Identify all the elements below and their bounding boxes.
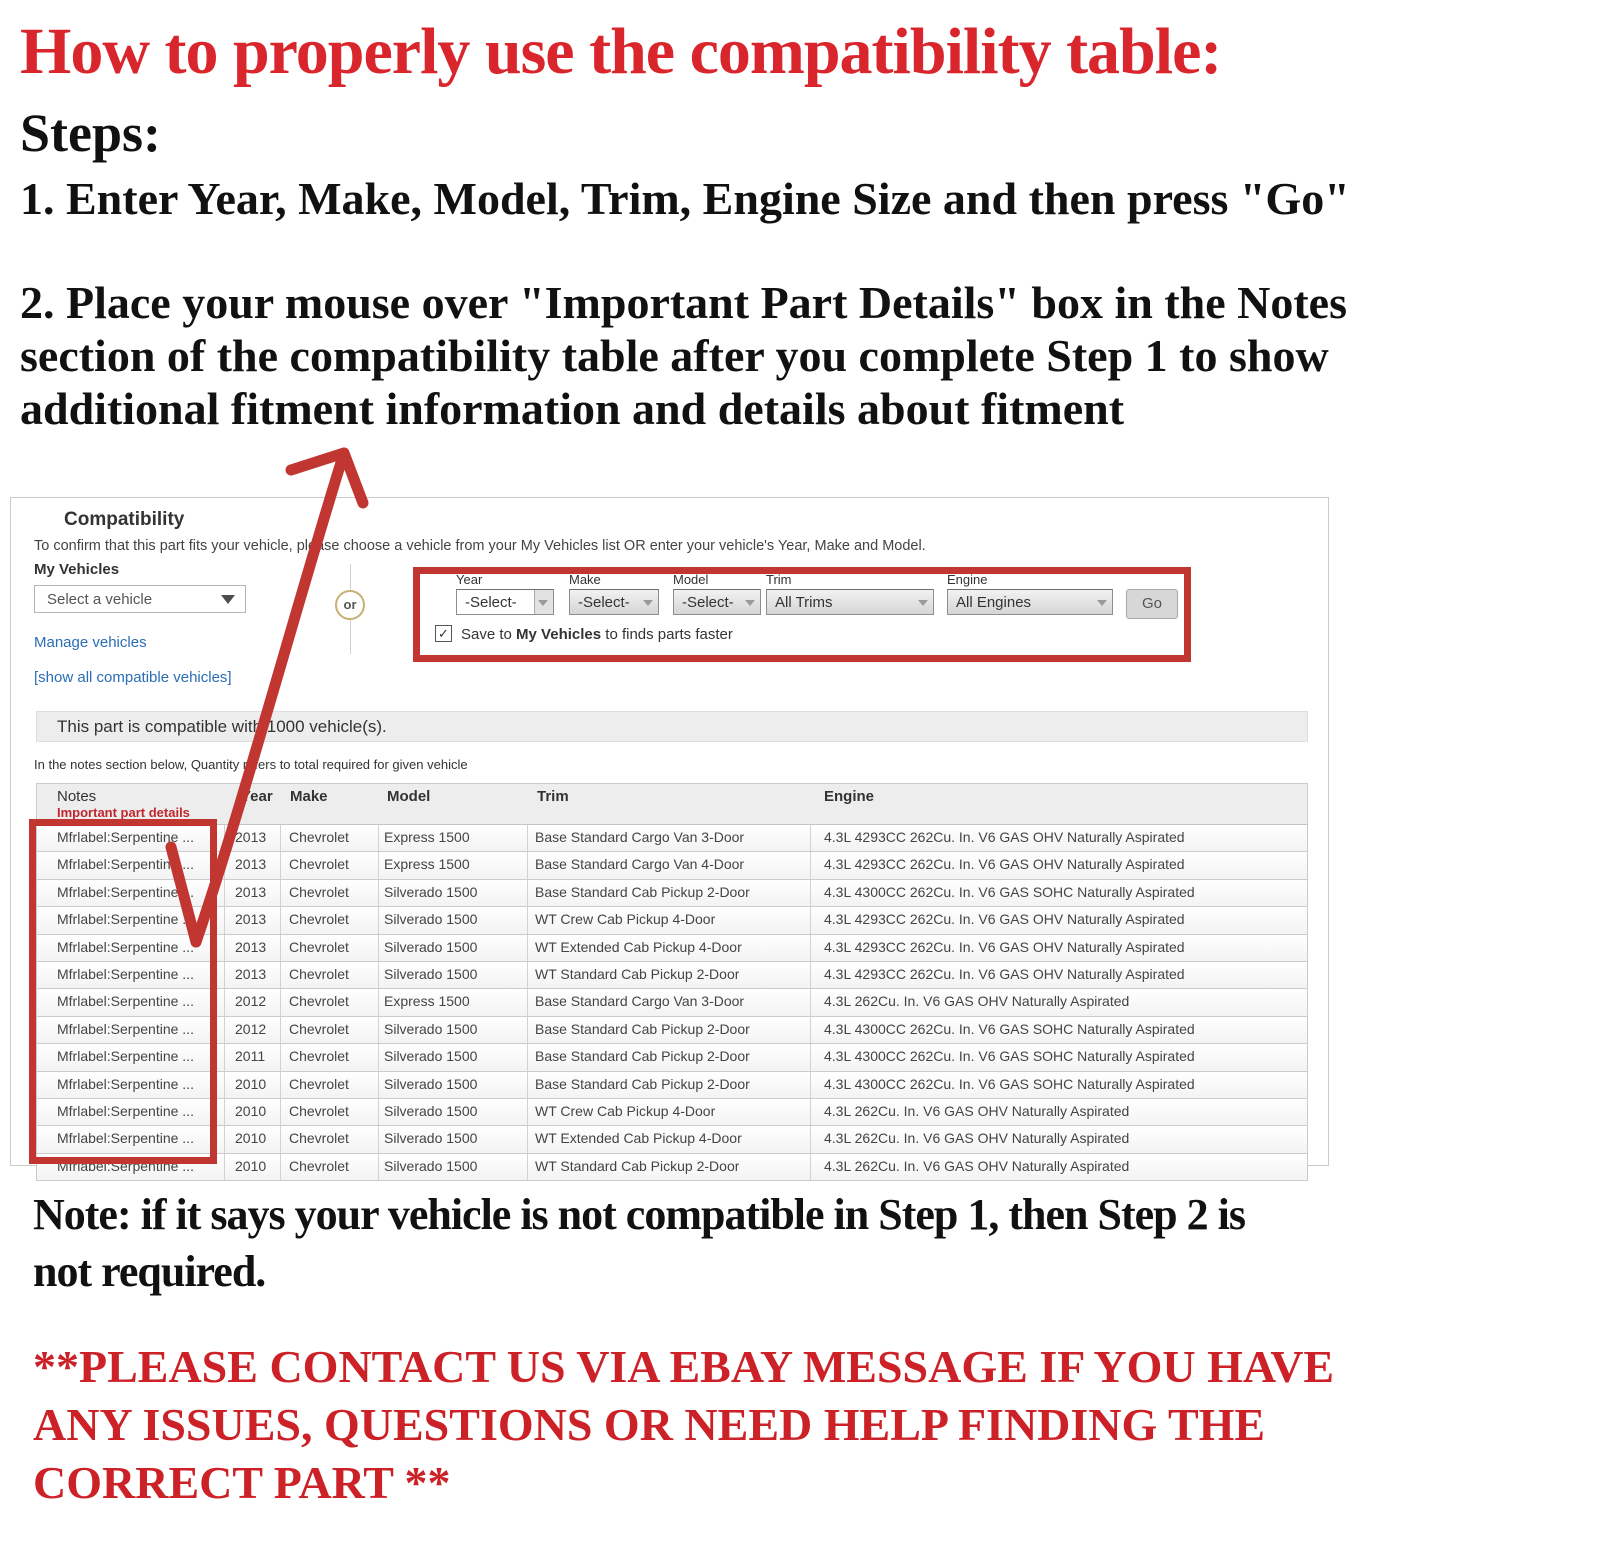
table-row	[37, 1072, 1307, 1099]
compatibility-table	[36, 783, 1308, 1181]
model-select-value: -Select-	[682, 594, 734, 611]
cell-model: Silverado 1500	[384, 965, 478, 982]
cell-engine: 4.3L 4293CC 262Cu. In. V6 GAS OHV Naturally Aspirated	[824, 965, 1185, 982]
cell-engine: 4.3L 4300CC 262Cu. In. V6 GAS SOHC Naturally Aspirated	[824, 1020, 1195, 1037]
field-label-make: Make	[569, 572, 601, 587]
cell-trim: Base Standard Cab Pickup 2-Door	[535, 883, 750, 900]
cell-notes[interactable]: Mfrlabel:Serpentine ...	[57, 829, 194, 845]
chevron-down-icon	[538, 600, 548, 606]
cell-trim: WT Standard Cab Pickup 2-Door	[535, 1157, 740, 1174]
cell-model: Silverado 1500	[384, 1102, 478, 1119]
cell-year: 2012	[235, 993, 267, 1010]
cell-trim: WT Extended Cab Pickup 4-Door	[535, 1130, 742, 1147]
cell-engine: 4.3L 4293CC 262Cu. In. V6 GAS OHV Naturally Aspirated	[824, 829, 1185, 845]
trim-select[interactable]	[766, 589, 934, 615]
cell-engine: 4.3L 262Cu. In. V6 GAS OHV Naturally Aspirated	[824, 1157, 1130, 1174]
cell-make: Chevrolet	[289, 1020, 349, 1037]
cell-year: 2010	[235, 1157, 267, 1174]
cell-trim: WT Extended Cab Pickup 4-Door	[535, 938, 742, 955]
cell-engine: 4.3L 262Cu. In. V6 GAS OHV Naturally Aspirated	[824, 1130, 1130, 1147]
cell-make: Chevrolet	[289, 1102, 349, 1119]
header-important-part-details: Important part details	[57, 805, 190, 820]
cell-model: Silverado 1500	[384, 938, 478, 955]
field-label-engine: Engine	[947, 572, 988, 587]
cell-trim: Base Standard Cab Pickup 2-Door	[535, 1020, 750, 1037]
table-row	[37, 1017, 1307, 1044]
trim-select-value: All Trims	[775, 594, 833, 611]
show-all-compatible-vehicles-link[interactable]: [show all compatible vehicles]	[34, 669, 232, 686]
cell-trim: WT Standard Cab Pickup 2-Door	[535, 965, 740, 982]
cell-notes[interactable]: Mfrlabel:Serpentine ...	[57, 1020, 194, 1037]
save-label-prefix: Save to	[461, 626, 517, 643]
cell-make: Chevrolet	[289, 1048, 349, 1065]
note-line-1: Note: if it says your vehicle is not compatible in Step 1, then Step 2 is	[33, 1190, 1245, 1239]
header-make: Make	[290, 788, 328, 805]
cell-engine: 4.3L 4300CC 262Cu. In. V6 GAS SOHC Naturally Aspirated	[824, 1075, 1195, 1092]
cell-model: Express 1500	[384, 856, 470, 873]
cell-notes[interactable]: Mfrlabel:Serpentine ...	[57, 1157, 194, 1174]
cell-year: 2011	[235, 1048, 266, 1065]
cell-make: Chevrolet	[289, 965, 349, 982]
cell-notes[interactable]: Mfrlabel:Serpentine ...	[57, 993, 194, 1010]
vehicle-select-value: Select a vehicle	[47, 591, 153, 608]
cell-notes[interactable]: Mfrlabel:Serpentine ...	[57, 965, 194, 982]
cell-notes[interactable]: Mfrlabel:Serpentine ...	[57, 1075, 194, 1092]
cell-year: 2013	[235, 856, 267, 873]
save-label-bold: My Vehicles	[516, 626, 602, 643]
cell-year: 2010	[235, 1075, 267, 1092]
cell-make: Chevrolet	[289, 1075, 349, 1092]
table-row	[37, 935, 1307, 962]
cell-model: Silverado 1500	[384, 1048, 478, 1065]
chevron-down-icon	[918, 600, 928, 606]
cell-trim: Base Standard Cargo Van 3-Door	[535, 829, 745, 845]
cell-model: Silverado 1500	[384, 1020, 478, 1037]
step-2-line-2: section of the compatibility table after you complete Step 1 to show	[20, 330, 1329, 381]
cell-trim: Base Standard Cab Pickup 2-Door	[535, 1048, 750, 1065]
cell-trim: Base Standard Cab Pickup 2-Door	[535, 1075, 750, 1092]
cell-trim: WT Crew Cab Pickup 4-Door	[535, 911, 716, 928]
note-line-2: not required.	[33, 1247, 266, 1296]
cell-model: Express 1500	[384, 993, 470, 1010]
dropdown-arrow-icon	[221, 595, 235, 604]
cell-year: 2013	[235, 883, 267, 900]
table-row	[37, 962, 1307, 989]
cell-make: Chevrolet	[289, 856, 349, 873]
chevron-down-icon	[1097, 600, 1107, 606]
cell-notes[interactable]: Mfrlabel:Serpentine ...	[57, 883, 194, 900]
field-label-model: Model	[673, 572, 709, 587]
table-row	[37, 1099, 1307, 1126]
cell-notes[interactable]: Mfrlabel:Serpentine ...	[57, 1102, 194, 1119]
table-row	[37, 1044, 1307, 1071]
save-label-suffix: to finds parts faster	[601, 626, 733, 643]
step-2-text	[20, 276, 1347, 435]
cell-model: Express 1500	[384, 829, 470, 845]
table-body	[37, 825, 1307, 1181]
header-year: Year	[241, 788, 273, 805]
cell-make: Chevrolet	[289, 883, 349, 900]
cell-engine: 4.3L 262Cu. In. V6 GAS OHV Naturally Aspirated	[824, 993, 1130, 1010]
compatibility-banner-text: This part is compatible with 1000 vehicle(s).	[57, 717, 387, 736]
cell-year: 2013	[235, 911, 267, 928]
cell-make: Chevrolet	[289, 1157, 349, 1174]
table-row	[37, 825, 1307, 852]
cell-make: Chevrolet	[289, 829, 349, 845]
my-vehicles-label: My Vehicles	[34, 561, 120, 578]
year-select[interactable]	[456, 589, 554, 615]
steps-heading: Steps:	[20, 103, 162, 163]
cell-model: Silverado 1500	[384, 1130, 478, 1147]
cell-make: Chevrolet	[289, 938, 349, 955]
engine-select-value: All Engines	[956, 594, 1032, 611]
header-trim: Trim	[537, 788, 569, 805]
cell-trim: WT Crew Cab Pickup 4-Door	[535, 1102, 716, 1119]
year-select-value: -Select-	[465, 594, 517, 611]
cell-year: 2012	[235, 1020, 267, 1037]
arrow-head	[291, 453, 363, 503]
step-1-text: 1. Enter Year, Make, Model, Trim, Engine Size and then press "Go"	[20, 173, 1350, 224]
contact-line-2: ANY ISSUES, QUESTIONS OR NEED HELP FINDING THE	[33, 1399, 1266, 1450]
compatibility-heading: Compatibility	[64, 509, 185, 530]
cell-make: Chevrolet	[289, 993, 349, 1010]
cell-engine: 4.3L 4300CC 262Cu. In. V6 GAS SOHC Naturally Aspirated	[824, 1048, 1195, 1065]
engine-select[interactable]	[947, 589, 1113, 615]
table-row	[37, 907, 1307, 934]
chevron-down-icon	[643, 600, 653, 606]
cell-engine: 4.3L 4293CC 262Cu. In. V6 GAS OHV Naturally Aspirated	[824, 938, 1185, 955]
go-button[interactable]: Go	[1126, 589, 1178, 619]
cell-notes[interactable]: Mfrlabel:Serpentine ...	[57, 856, 194, 873]
table-row	[37, 880, 1307, 907]
cell-make: Chevrolet	[289, 1130, 349, 1147]
cell-model: Silverado 1500	[384, 883, 478, 900]
cell-notes[interactable]: Mfrlabel:Serpentine ...	[57, 911, 194, 928]
make-select[interactable]	[569, 589, 659, 615]
contact-line-3: CORRECT PART **	[33, 1457, 451, 1508]
compatibility-panel	[10, 497, 1329, 1174]
notes-quantity-hint: In the notes section below, Quantity refers to total required for given vehicle	[34, 757, 468, 772]
cell-year: 2013	[235, 938, 267, 955]
compatibility-banner	[36, 711, 1308, 742]
step-2-line-3: additional fitment information and details about fitment	[20, 383, 1125, 434]
model-select[interactable]	[673, 589, 761, 615]
cell-engine: 4.3L 4300CC 262Cu. In. V6 GAS SOHC Naturally Aspirated	[824, 883, 1195, 900]
cell-notes[interactable]: Mfrlabel:Serpentine ...	[57, 1048, 194, 1065]
vehicle-select[interactable]	[34, 585, 246, 613]
cell-notes[interactable]: Mfrlabel:Serpentine ...	[57, 1130, 194, 1147]
or-badge: or	[335, 590, 365, 620]
cell-model: Silverado 1500	[384, 911, 478, 928]
table-row	[37, 852, 1307, 879]
cell-engine: 4.3L 4293CC 262Cu. In. V6 GAS OHV Naturally Aspirated	[824, 856, 1185, 873]
save-to-my-vehicles-row	[438, 626, 733, 643]
table-row	[37, 1126, 1307, 1153]
make-select-value: -Select-	[578, 594, 630, 611]
cell-engine: 4.3L 262Cu. In. V6 GAS OHV Naturally Aspirated	[824, 1102, 1130, 1119]
cell-model: Silverado 1500	[384, 1075, 478, 1092]
cell-year: 2010	[235, 1130, 267, 1147]
table-row	[37, 989, 1307, 1016]
chevron-down-icon	[745, 600, 755, 606]
compatibility-description: To confirm that this part fits your vehicle, please choose a vehicle from your My Vehicles list OR enter your vehicle's Year, Make and Model.	[34, 538, 926, 554]
cell-trim: Base Standard Cargo Van 3-Door	[535, 993, 745, 1010]
field-label-trim: Trim	[766, 572, 792, 587]
contact-text	[33, 1338, 1334, 1512]
save-checkbox[interactable]: ✓	[435, 625, 452, 642]
manage-vehicles-link[interactable]: Manage vehicles	[34, 634, 147, 651]
header-engine: Engine	[824, 788, 875, 805]
page-title: How to properly use the compatibility table:	[20, 15, 1222, 88]
cell-engine: 4.3L 4293CC 262Cu. In. V6 GAS OHV Naturally Aspirated	[824, 911, 1185, 928]
header-model: Model	[387, 788, 431, 805]
cell-trim: Base Standard Cargo Van 4-Door	[535, 856, 745, 873]
cell-notes[interactable]: Mfrlabel:Serpentine ...	[57, 938, 194, 955]
step-2-line-1: 2. Place your mouse over "Important Part Details" box in the Notes	[20, 277, 1347, 328]
contact-line-1: **PLEASE CONTACT US VIA EBAY MESSAGE IF YOU HAVE	[33, 1341, 1335, 1392]
cell-year: 2013	[235, 965, 267, 982]
table-header	[37, 784, 1307, 825]
cell-model: Silverado 1500	[384, 1157, 478, 1174]
field-label-year: Year	[456, 572, 483, 587]
header-notes: Notes	[57, 788, 97, 805]
cell-year: 2013	[235, 829, 267, 845]
note-text	[33, 1186, 1245, 1300]
cell-make: Chevrolet	[289, 911, 349, 928]
cell-year: 2010	[235, 1102, 267, 1119]
table-row	[37, 1154, 1307, 1181]
